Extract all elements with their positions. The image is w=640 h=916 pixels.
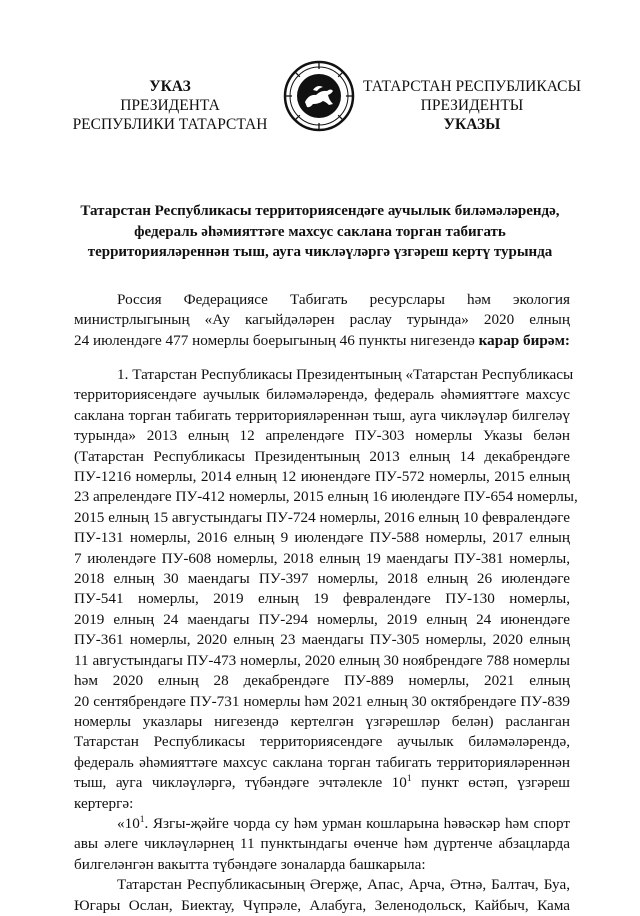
point1-line: территориясендәге аучылык биләмәләрендә, федераль әһәмияттәге махсус (74, 386, 570, 404)
header-left-line-2: ПРЕЗИДЕНТА (120, 97, 220, 114)
header-left (70, 77, 270, 134)
point1-line: (Татарстан Республикасы Президентының 2013 елның 14 декабрендәге (74, 447, 570, 465)
header-right-line-2: ПРЕЗИДЕНТЫ (420, 97, 524, 114)
decision-phrase: карар бирәм: (478, 331, 570, 349)
header-right (356, 77, 588, 134)
point1-line: турында» 2013 елның 12 апрелендәге ПУ-303 номерлы Указы белән (74, 427, 570, 445)
point1-line: 2018 елның 30 маендагы ПУ-397 номерлы, 2018 елның 26 июлендәге (74, 570, 570, 588)
coat-of-arms-icon (283, 60, 355, 132)
point1-line: ПУ-131 номерлы, 2016 елның 9 июлендәге ПУ-588 номерлы, 2017 елның (74, 529, 570, 547)
point1-line-text: тыш, ауга чикләүләргә, түбәндәге эчтәлекле 10 (74, 774, 407, 792)
point1-line-tail: пункт өстәп, үзгәреш (411, 774, 570, 792)
list-line: Татарстан Республикасының Әгерҗе, Апас, Арча, Әтнә, Балтач, Буа, (117, 876, 570, 894)
point1-line: кертергә: (74, 794, 134, 812)
point1-line: 23 апрелендәге ПУ-412 номерлы, 2015 елның 16 июлендәге ПУ-654 номерлы, (74, 488, 578, 506)
quote-line: билгеләнгән вакытта түбәндәге зоналарда башкарыла: (74, 855, 426, 873)
point-1 (74, 365, 578, 916)
point1-line: федераль әһәмияттәге махсус саклана торган табигать территорияләреннән (74, 753, 570, 771)
list-line: Югары Ослан, Биектау, Чүпрәле, Алабуга, Зеленодольск, Кайбыч, Кама (74, 896, 570, 914)
point1-line: саклана торган табигать территорияләреннән тыш, ауга чикләүләр билгеләү (74, 406, 570, 424)
point1-line: Татарстан Республикасы территориясендәге аучылык биләмәләрендә, (74, 733, 570, 751)
point1-line: номерлы указлары нигезендә кертелгән үзгәрешләр белән) расланган (74, 712, 570, 730)
superscript: 1 (406, 774, 412, 785)
header-left-line-3: РЕСПУБЛИКИ ТАТАРСТАН (72, 116, 268, 133)
point1-line: 2019 елның 24 маендагы ПУ-294 номерлы, 2019 елның 24 июнендәге (74, 610, 570, 628)
point1-line: ПУ-361 номерлы, 2020 елның 23 маендагы ПУ-305 номерлы, 2020 елның (74, 631, 570, 649)
preamble-line (74, 331, 570, 351)
point1-line: 7 июлендәге ПУ-608 номерлы, 2018 елның 19 маендагы ПУ-381 номерлы, (74, 549, 570, 567)
title-line: территорияләреннән тыш, ауга чикләүләргә үзгәреш кертү турында (87, 244, 553, 260)
header-right-line-1: ТАТАРСТАН РЕСПУБЛИКАСЫ (363, 78, 581, 95)
preamble-line: Россия Федерациясе Табигать ресурслары һәм экология (117, 291, 570, 308)
preamble (74, 290, 570, 351)
point1-line: 20 сентябрендәге ПУ-731 номерлы һәм 2021 елның 30 октябрендәге ПУ-839 (74, 692, 570, 710)
point1-line: 11 августындагы ПУ-473 номерлы, 2020 елның 30 ноябрендәге 788 номерлы (74, 651, 570, 669)
point1-line: 1. Татарстан Республикасы Президентының «Татарстан Республикасы (117, 366, 574, 383)
point1-line: һәм 2020 елның 28 декабрендәге ПУ-889 номерлы, 2021 елның (74, 672, 570, 690)
superscript: 1 (139, 814, 145, 825)
quote-line (74, 814, 570, 834)
decree-title (60, 201, 580, 263)
quote-open: «10 (117, 814, 140, 832)
point1-line: ПУ-1216 номерлы, 2014 елның 12 июнендәге ПУ-572 номерлы, 2015 елның (74, 468, 570, 486)
preamble-line-text: 24 июлендәге 477 номерлы боерыгының 46 пункты нигезендә (74, 331, 479, 349)
header-right-line-3: УКАЗЫ (443, 116, 501, 133)
preamble-line: министрлыгының «Ау кагыйдәләрен раслау турында» 2020 елның (74, 311, 570, 329)
quote-line-text: . Язгы-җәйге чорда су һәм урман кошларына һәвәскәр һәм спорт (144, 814, 570, 832)
point1-line (74, 773, 570, 793)
title-line: Татарстан Республикасы территориясендәге аучылык биләмәләрендә, (80, 203, 560, 219)
point1-line: ПУ-541 номерлы, 2019 елның 19 февралендәге ПУ-130 номерлы, (74, 590, 570, 608)
point1-line: 2015 елның 15 августындагы ПУ-724 номерлы, 2016 елның 10 февралендәге (74, 508, 570, 526)
quote-line: авы әлеге чикләүләрнең 11 пунктындагы өченче һәм дүртенче абзацларда (74, 835, 570, 853)
title-line: федераль әһәмияттәге махсус саклана торган табигать (134, 223, 506, 240)
header-left-line-1: УКАЗ (149, 78, 191, 95)
